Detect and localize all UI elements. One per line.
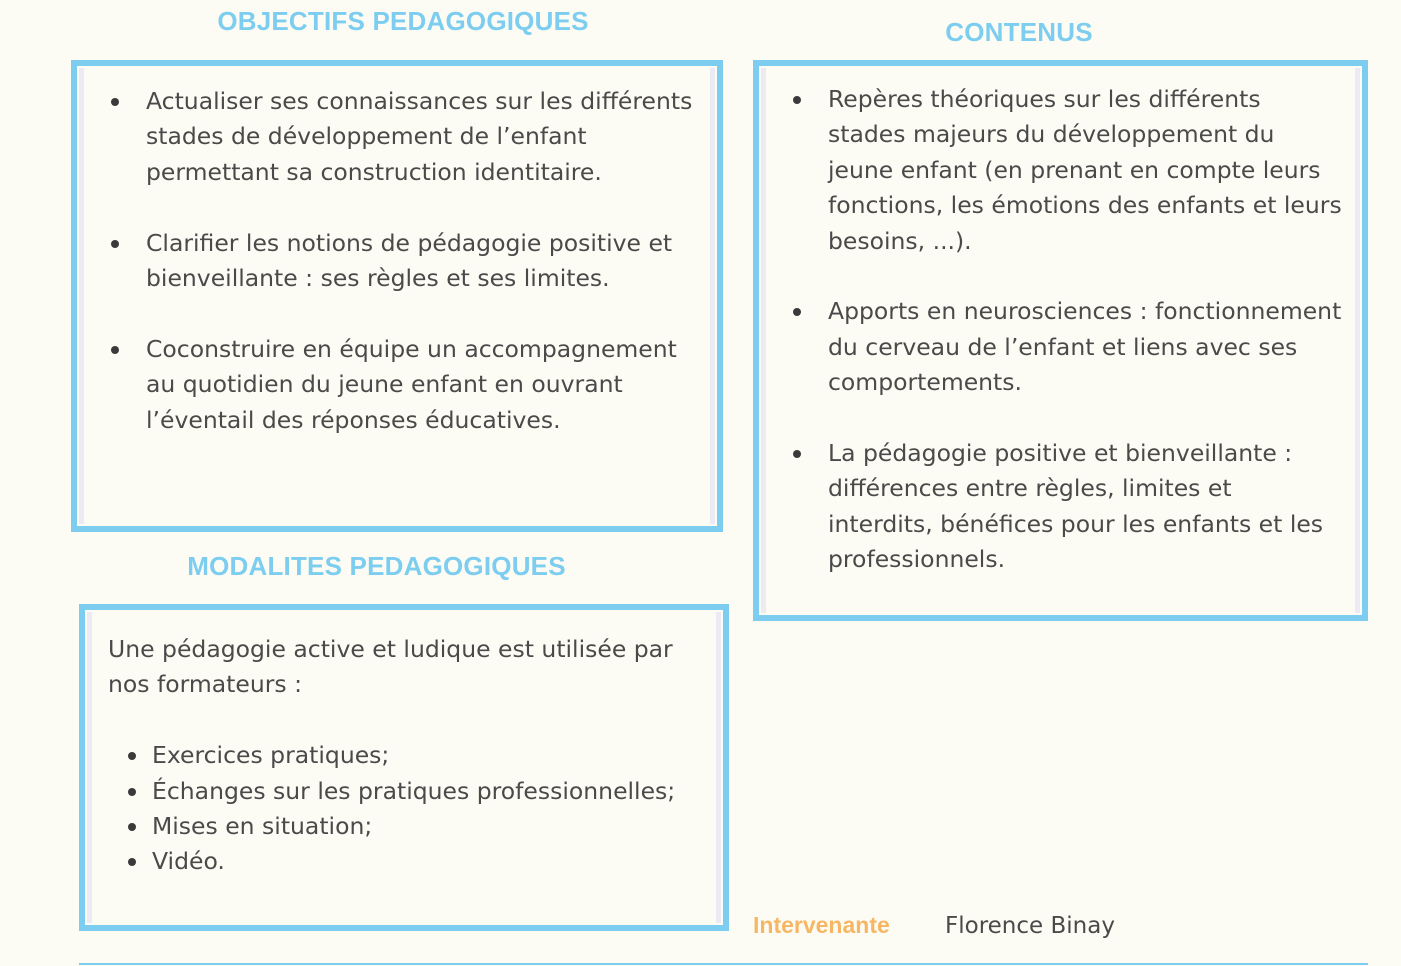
intervenant-name: Florence Binay bbox=[945, 913, 1115, 939]
contenus-item: Apports en neurosciences : fonctionnement du cerveau de l’enfant et liens avec ses comportements. bbox=[782, 294, 1342, 400]
objectifs-item: Clarifier les notions de pédagogie positive et bienveillante : ses règles et ses limites. bbox=[100, 226, 700, 297]
contenus-box bbox=[753, 60, 1368, 621]
modalites-item: Vidéo. bbox=[108, 844, 708, 879]
intervenant-row bbox=[753, 912, 1115, 939]
modalites-item: Échanges sur les pratiques professionnelles; bbox=[108, 774, 708, 809]
contenus-item: La pédagogie positive et bienveillante : différences entre règles, limites et interdits, bénéfices pour les enfants et les professionnels. bbox=[782, 436, 1342, 578]
objectifs-item: Coconstruire en équipe un accompagnement au quotidien du jeune enfant en ouvrant l’éventail des réponses éducatives. bbox=[100, 332, 700, 438]
modalites-list bbox=[108, 738, 708, 880]
modalites-heading: MODALITES PEDAGOGIQUES bbox=[187, 551, 566, 581]
objectifs-list bbox=[100, 84, 700, 438]
modalites-intro: Une pédagogie active et ludique est utilisée par nos formateurs : bbox=[108, 635, 673, 699]
modalites-item: Exercices pratiques; bbox=[108, 738, 708, 773]
contenus-item: Repères théoriques sur les différents stades majeurs du développement du jeune enfant (en prenant en compte leurs fonctions, les émotions des enfants et leurs besoins, ...). bbox=[782, 82, 1342, 259]
objectifs-item: Actualiser ses connaissances sur les différents stades de développement de l’enfant permettant sa construction identitaire. bbox=[100, 84, 700, 190]
contenus-list bbox=[782, 82, 1342, 578]
objectifs-box bbox=[71, 60, 723, 532]
modalites-box bbox=[79, 604, 729, 931]
intervenant-label: Intervenante bbox=[753, 912, 890, 938]
contenus-heading: CONTENUS bbox=[945, 17, 1093, 47]
bottom-divider bbox=[79, 963, 1368, 965]
objectifs-heading: OBJECTIFS PEDAGOGIQUES bbox=[217, 6, 589, 36]
modalites-item: Mises en situation; bbox=[108, 809, 708, 844]
